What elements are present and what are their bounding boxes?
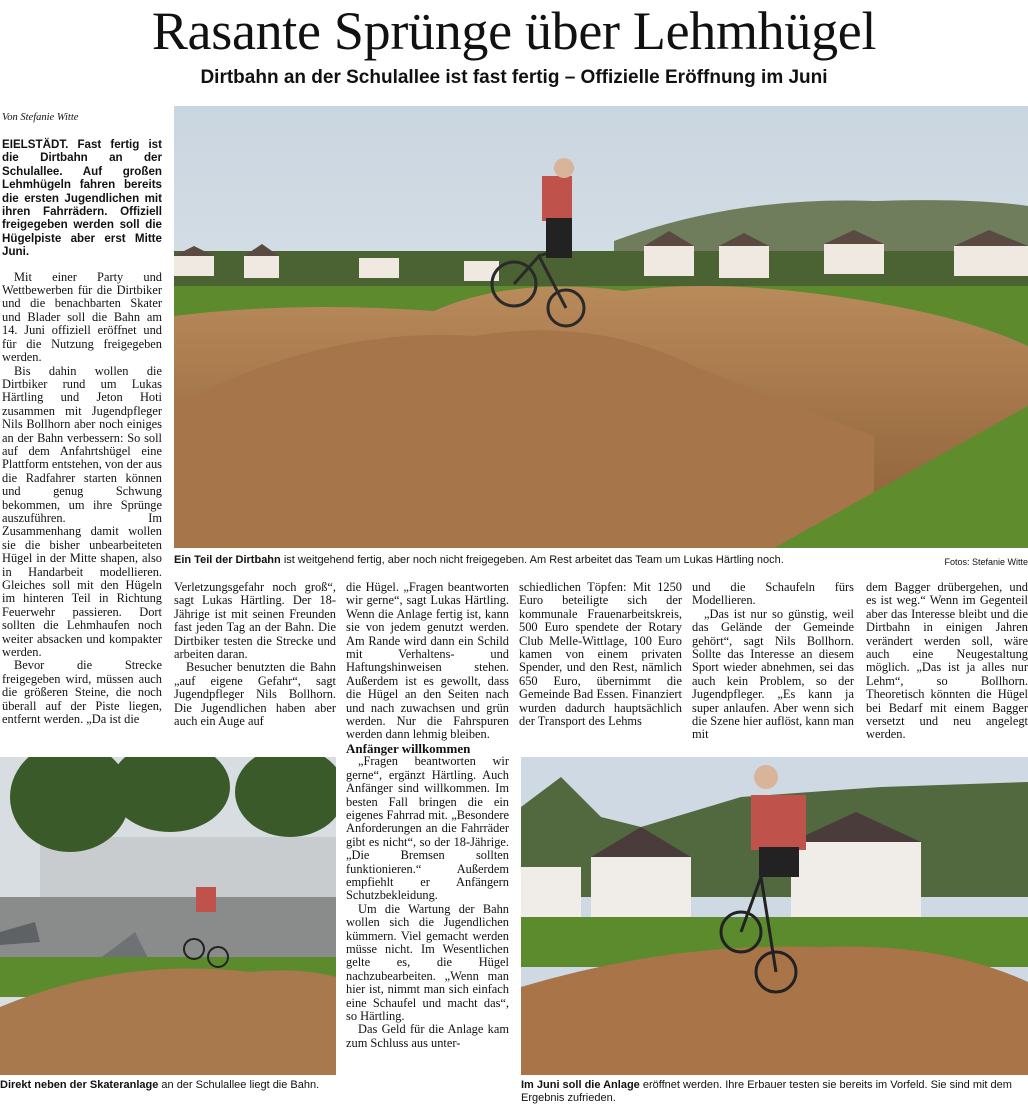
skatepark-photo bbox=[0, 757, 336, 1075]
caption-bold: Ein Teil der Dirtbahn bbox=[174, 554, 281, 566]
headline: Rasante Sprünge über Lehmhügel bbox=[151, 1, 877, 61]
byline: Von Stefanie Witte bbox=[2, 112, 79, 123]
body-paragraph: und die Schaufeln fürs Modellieren. bbox=[692, 580, 854, 608]
caption-text: eröffnet werden. Ihre Erbauer testen sie bereits im Vorfeld. Sie sind mit dem Ergebnis zufrieden. bbox=[521, 1079, 1012, 1104]
article-column-4 bbox=[519, 581, 682, 728]
subheadline: Dirtbahn an der Schulallee ist fast fertig – Offizielle Eröffnung im Juni bbox=[200, 67, 828, 88]
body-paragraph: Mit einer Party und Wettbewerben für die Dirtbiker und die benachbarten Skater und Blader soll die Bahn am 14. Juni offiziell eröffnet und für die Nutzung freigegeben werden. bbox=[2, 269, 162, 365]
body-paragraph: die Hügel. „Fragen beantworten wir gerne“, sagt Lukas Härtling. Wenn die Anlage fertig ist, kann sie von jedem genutzt werden. Am Rande wird dann ein Schild mit Verhaltens- und Haftungshinweisen stehen. Außerdem ist es gewollt, dass die Hügel an den Seiten nach und nach zuwachsen und grün werden. Nur die Fahrspuren werden dann lehmig bleiben. bbox=[346, 580, 509, 742]
article-column-6 bbox=[866, 581, 1028, 742]
main-photo-caption bbox=[174, 554, 904, 567]
rider-jump-photo bbox=[521, 757, 1028, 1075]
caption-bold: Direkt neben der Skateranlage bbox=[0, 1079, 159, 1091]
body-paragraph: Bevor die Strecke freigegeben wird, müssen auch die größeren Steine, die noch überall auf der Piste liegen, entfernt werden. „Da ist die bbox=[2, 658, 162, 727]
caption-text: ist weitgehend fertig, aber noch nicht freigegeben. Am Rest arbeitet das Team um Lukas Härtling noch. bbox=[280, 554, 784, 566]
article-column-2 bbox=[174, 581, 336, 728]
lead-paragraph: EIELSTÄDT. Fast fertig ist die Dirtbahn an der Schulallee. Auf großen Lehmhügeln fahren bereits die ersten Jugendlichen mit ihren Fahrrädern. Offiziell freigegeben werden soll die Hügelpiste aber erst Mitte Juni. bbox=[2, 138, 162, 259]
body-paragraph: dem Bagger drübergehen, und es ist weg.“ Wenn im Gegenteil aber das Interesse bleibt und die Dirtbahn in einigen Jahren verändert werden soll, wäre auch eine Neugestaltung möglich. „Das ist ja alles nur Lehm“, so Bollhorn. Theoretisch könnten die Hügel bei Bedarf mit einem Bagger versetzt und neu angelegt werden. bbox=[866, 580, 1028, 742]
body-paragraph: schiedlichen Töpfen: Mit 1250 Euro beteiligte sich der kommunale Frauenarbeitskreis, 500 Euro spendete der Rotary Club Melle-Wittlage, 100 Euro kamen von einem privaten Spender, und den Rest, nämlich 650 Euro, übernimmt die Gemeinde Bad Essen. Finanziert wurden dadurch hauptsächlich der Transport des Lehms bbox=[519, 580, 682, 729]
photo-credit: Fotos: Stefanie Witte bbox=[944, 557, 1028, 567]
skatepark-photo-caption bbox=[0, 1079, 336, 1092]
article-column-5 bbox=[692, 581, 854, 742]
body-paragraph: Um die Wartung der Bahn wollen sich die Jugendlichen kümmern. Viel gemacht werden müsse nicht. Im Wesentlichen gelte es, die Hügel nachzubearbeiten. „Wenn man hier ist, nimmt man sich einfach eine Schaufel und macht das“, so Härtling. bbox=[346, 901, 509, 1023]
caption-text: an der Schulallee liegt die Bahn. bbox=[158, 1079, 320, 1091]
body-paragraph: Das Geld für die Anlage kam zum Schluss aus unter- bbox=[346, 1022, 509, 1050]
body-paragraph: Besucher benutzten die Bahn „auf eigene Gefahr“, sagt Jugendpfleger Nils Bollhorn. Die Jugendlichen haben aber auch ein Auge auf bbox=[174, 660, 336, 729]
article-column-1 bbox=[2, 138, 162, 726]
subheading: Anfänger willkommen bbox=[346, 740, 471, 756]
body-paragraph: Bis dahin wollen die Dirtbiker rund um Lukas Härtling und Jeton Hoti zusammen mit Jugendpfleger Nils Bollhorn aber noch einiges an der Bahn verbessern: So soll auf dem Anfahrtshügel eine Plattform entstehen, von der aus die Radfahrer starten können und genug Schwung bekommen, um ihre Sprünge auszuführen. Im Zusammenhang damit wollen sie die bisher unbearbeiteten Hügel in der Mitte shapen, also in Handarbeit modellieren. Gleiches soll mit den Hügeln im hinteren Teil in Richtung Feuerwehr passieren. Dort sollten die Lehmhaufen noch weiter absacken und kompakter werden. bbox=[2, 363, 163, 660]
body-paragraph: Verletzungsgefahr noch groß“, sagt Lukas Härtling. Der 18-Jährige ist mit seinen Freunden fast jeden Tag an der Bahn. Die Dirtbiker testen die Strecke und arbeiten daran. bbox=[174, 580, 336, 662]
article-column-3 bbox=[346, 581, 509, 1050]
body-paragraph: „Das ist nur so günstig, weil das Gelände der Gemeinde gehört“, sagt Nils Bollhorn. Sollte das Interesse an diesem Sport wieder abnehmen, sei das auch kein Problem, so der Jugendpfleger. „Es kann ja super anlaufen. Aber wenn sich die Szene hier auflöst, kann man mit bbox=[692, 606, 854, 742]
caption-bold: Im Juni soll die Anlage bbox=[521, 1079, 640, 1091]
main-photo bbox=[174, 106, 1028, 548]
rider-jump-photo-caption bbox=[521, 1079, 1028, 1105]
body-paragraph: „Fragen beantworten wir gerne“, ergänzt Härtling. Auch Anfänger sind willkommen. Im besten Fall bringen die ein eigenes Fahrrad mit. „Besondere Anforderungen an die Fahrräder gibt es nicht“, so der 18-Jährige. „Die Bremsen sollten funktionieren.“ Außerdem empfiehlt er Anfängern Schutzbekleidung. bbox=[346, 754, 509, 903]
